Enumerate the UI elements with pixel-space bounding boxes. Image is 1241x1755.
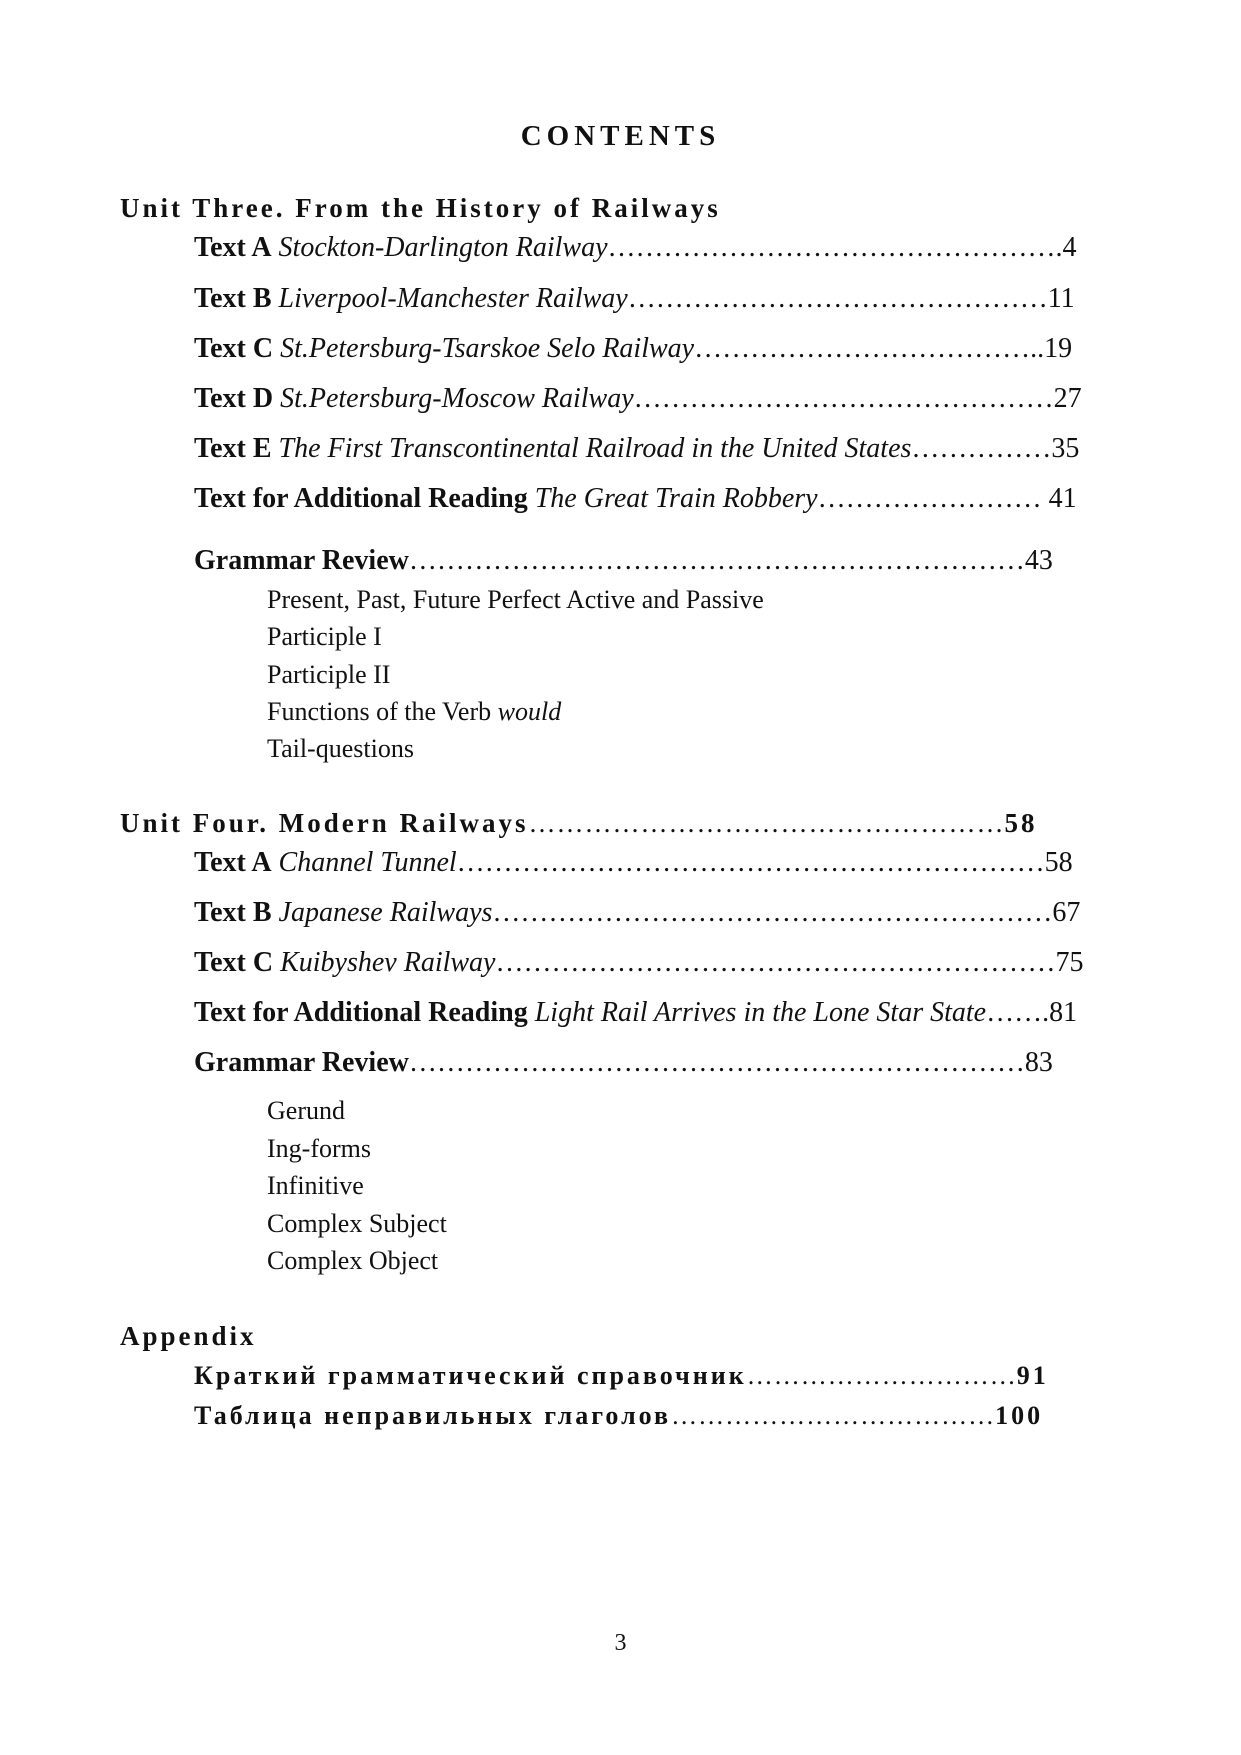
entry-page: 100 bbox=[995, 1401, 1044, 1430]
grammar-topic: Infinitive bbox=[267, 1171, 364, 1200]
entry-title: Channel Tunnel bbox=[278, 847, 457, 878]
grammar-topic: Tail-questions bbox=[267, 734, 414, 763]
entry-page: 91 bbox=[1016, 1361, 1049, 1390]
leader-dots: ………………………… bbox=[746, 1361, 1017, 1390]
toc-entry-unit3-grammar-review[interactable] bbox=[194, 543, 1053, 579]
toc-entry-unit3-text-b[interactable] bbox=[194, 281, 1075, 317]
grammar-topic: Complex Object bbox=[267, 1246, 439, 1275]
toc-entry-unit4-text-c[interactable] bbox=[194, 945, 1083, 981]
entry-title: Liverpool-Manchester Railway bbox=[278, 283, 628, 314]
entry-label: Text for Additional Reading bbox=[194, 483, 528, 514]
entry-label: Text A bbox=[194, 232, 272, 263]
topic-text: Functions of the Verb bbox=[267, 697, 498, 726]
unit-four-heading: Unit Four. Modern Railways bbox=[120, 808, 529, 838]
entry-page: 43 bbox=[1024, 545, 1053, 576]
entry-page: ..19 bbox=[1030, 333, 1073, 364]
leader-dots: ………………………………………………………… bbox=[408, 1047, 1025, 1078]
leader-dots: ……………………………… bbox=[671, 1401, 996, 1430]
leader-dots: …………… bbox=[911, 433, 1052, 464]
appendix-heading: Appendix bbox=[120, 1321, 257, 1351]
entry-page: 83 bbox=[1024, 1047, 1053, 1078]
page-number: 3 bbox=[614, 1630, 627, 1656]
unit-three-heading: Unit Three. From the History of Railways bbox=[120, 193, 721, 223]
entry-page: 75 bbox=[1055, 947, 1084, 978]
entry-label: Text A bbox=[194, 847, 272, 878]
entry-label: Text C bbox=[194, 947, 274, 978]
entry-title: Stockton-Darlington Railway bbox=[278, 232, 608, 263]
leader-dots: …………………… bbox=[817, 483, 1049, 514]
entry-title: The First Transcontinental Railroad in the United States bbox=[278, 433, 912, 464]
toc-entry-unit4-text-b[interactable] bbox=[194, 895, 1080, 931]
grammar-topic: Gerund bbox=[267, 1096, 345, 1125]
entry-page: 27 bbox=[1053, 383, 1082, 414]
toc-entry-unit-four-heading[interactable] bbox=[120, 805, 1038, 841]
entry-title: Japanese Railways bbox=[278, 897, 493, 928]
leader-dots: …………………………………………………… bbox=[495, 947, 1056, 978]
grammar-topic: Participle I bbox=[267, 622, 382, 651]
entry-page: 58 bbox=[1004, 808, 1038, 838]
entry-label: Таблица неправильных глаголов bbox=[194, 1401, 672, 1430]
entry-label: Text C bbox=[194, 333, 274, 364]
entry-title: Kuibyshev Railway bbox=[280, 947, 496, 978]
entry-page: 41 bbox=[1048, 483, 1077, 514]
entry-title: St.Petersburg-Tsarskoe Selo Railway bbox=[280, 333, 695, 364]
leader-dots: ……………………………………………………… bbox=[456, 847, 1045, 878]
entry-label: Grammar Review bbox=[194, 1047, 409, 1078]
entry-page: 81 bbox=[1049, 997, 1078, 1028]
toc-entry-grammar-reference[interactable] bbox=[194, 1358, 1049, 1394]
leader-dots: …………………………………………………… bbox=[492, 897, 1053, 928]
entry-label: Text E bbox=[194, 433, 272, 464]
entry-title: St.Petersburg-Moscow Railway bbox=[280, 383, 634, 414]
entry-page: 35 bbox=[1051, 433, 1080, 464]
toc-entry-unit3-additional-reading[interactable] bbox=[194, 481, 1077, 517]
entry-label: Grammar Review bbox=[194, 545, 409, 576]
leader-dots: ……………………………… bbox=[694, 333, 1031, 364]
toc-entry-unit3-text-c[interactable] bbox=[194, 331, 1072, 367]
toc-entry-unit4-text-a[interactable] bbox=[194, 845, 1073, 881]
leader-dots: ……………………………………… bbox=[627, 283, 1048, 314]
entry-label: Краткий грамматический справочник bbox=[194, 1361, 747, 1390]
grammar-topic: Participle II bbox=[267, 660, 391, 689]
grammar-topic: Ing-forms bbox=[267, 1134, 371, 1163]
leader-dots: ……. bbox=[986, 997, 1050, 1028]
entry-label: Text for Additional Reading bbox=[194, 997, 528, 1028]
toc-entry-unit3-text-a[interactable] bbox=[194, 230, 1077, 266]
page-title: CONTENTS bbox=[520, 120, 721, 152]
leader-dots: ……………………………………… bbox=[633, 383, 1054, 414]
grammar-topic: Complex Subject bbox=[267, 1209, 447, 1238]
entry-page: 58 bbox=[1044, 847, 1073, 878]
entry-title: Light Rail Arrives in the Lone Star State bbox=[534, 997, 987, 1028]
toc-entry-irregular-verbs[interactable] bbox=[194, 1398, 1043, 1434]
entry-label: Text B bbox=[194, 897, 272, 928]
toc-entry-unit4-grammar-review[interactable] bbox=[194, 1045, 1053, 1081]
entry-label: Text B bbox=[194, 283, 272, 314]
toc-entry-unit4-additional-reading[interactable] bbox=[194, 995, 1077, 1031]
entry-page: .4 bbox=[1055, 232, 1077, 263]
leader-dots: ………………………………………… bbox=[607, 232, 1056, 263]
grammar-topic: Present, Past, Future Perfect Active and Passive bbox=[267, 585, 764, 614]
entry-page: 11 bbox=[1047, 283, 1075, 314]
toc-entry-unit3-text-e[interactable] bbox=[194, 431, 1079, 467]
leader-dots: …………………………………………… bbox=[528, 808, 1005, 838]
grammar-topic-verb-would bbox=[267, 695, 561, 729]
entry-label: Text D bbox=[194, 383, 274, 414]
entry-page: 67 bbox=[1052, 897, 1081, 928]
leader-dots: ………………………………………………………… bbox=[408, 545, 1025, 576]
toc-entry-unit3-text-d[interactable] bbox=[194, 381, 1082, 417]
entry-title: The Great Train Robbery bbox=[534, 483, 818, 514]
topic-italic-word: would bbox=[497, 697, 562, 726]
